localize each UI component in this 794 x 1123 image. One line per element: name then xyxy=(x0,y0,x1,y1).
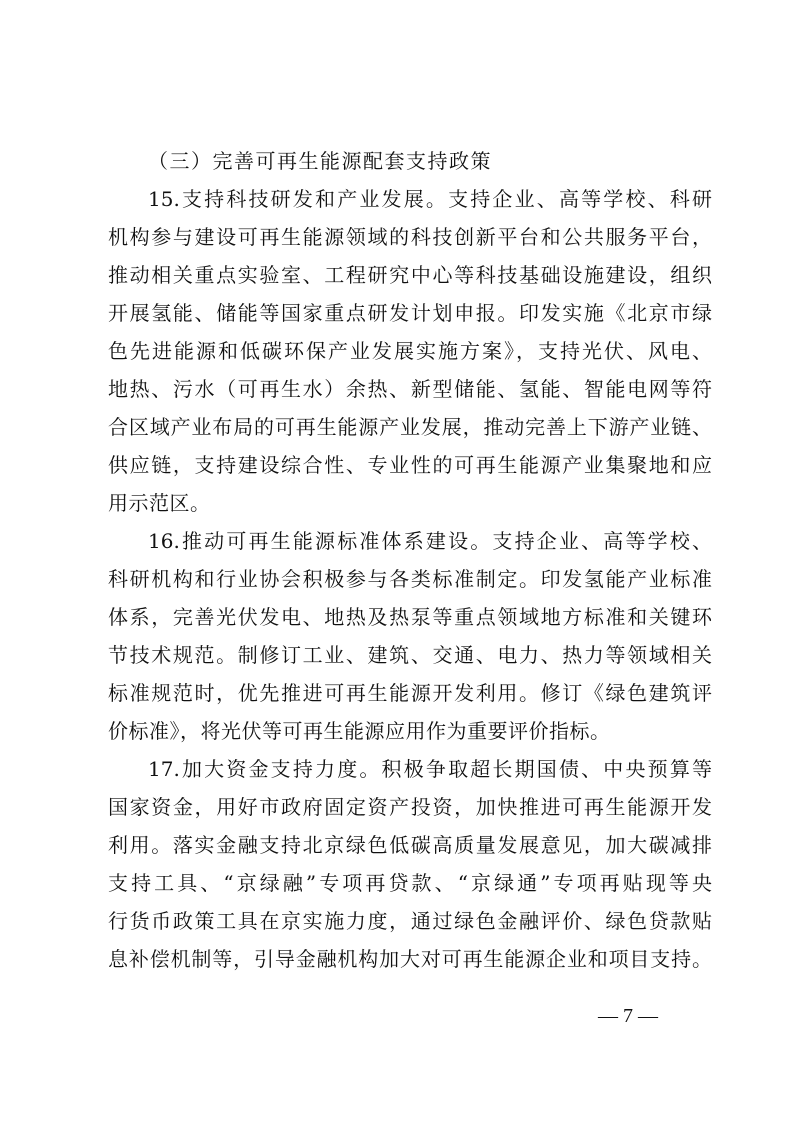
paragraph-line: 色先进能源和低碳环保产业发展实施方案》，支持光伏、风电、 xyxy=(108,339,712,363)
paragraph-line: 合区域产业布局的可再生能源产业发展，推动完善上下游产业链、 xyxy=(108,415,712,439)
paragraph-line: 开展氢能、储能等国家重点研发计划申报。印发实施《北京市绿 xyxy=(108,301,712,325)
paragraph-line: 推动相关重点实验室、工程研究中心等科技基础设施建设，组织 xyxy=(108,263,712,287)
paragraph-line: 标准规范时，优先推进可再生能源开发利用。修订《绿色建筑评 xyxy=(108,681,712,705)
paragraph-line: 节技术规范。制修订工业、建筑、交通、电力、热力等领域相关 xyxy=(108,643,712,667)
paragraph-15 xyxy=(108,180,712,522)
paragraph-line: 供应链，支持建设综合性、专业性的可再生能源产业集聚地和应 xyxy=(108,453,712,477)
paragraph-line: 支持工具、“京绿融”专项再贷款、“京绿通”专项再贴现等央 xyxy=(108,871,712,895)
paragraph-line: 机构参与建设可再生能源领域的科技创新平台和公共服务平台， xyxy=(108,225,712,249)
paragraph-line: 地热、污水（可再生水）余热、新型储能、氢能、智能电网等符 xyxy=(108,377,712,401)
paragraph-line: 利用。落实金融支持北京绿色低碳高质量发展意见，加大碳减排 xyxy=(108,833,712,857)
paragraph-17 xyxy=(108,750,712,978)
paragraph-line: 息补偿机制等，引导金融机构加大对可再生能源企业和项目支持。 xyxy=(108,947,712,971)
paragraph-line: 体系，完善光伏发电、地热及热泵等重点领域地方标准和关键环 xyxy=(108,605,712,629)
paragraph-line: 科研机构和行业协会积极参与各类标准制定。印发氢能产业标准 xyxy=(108,567,712,591)
page-number: — 7 — xyxy=(598,1005,658,1027)
paragraph-line: 国家资金，用好市政府固定资产投资，加快推进可再生能源开发 xyxy=(108,795,712,819)
paragraph-line: 16.推动可再生能源标准体系建设。支持企业、高等学校、 xyxy=(148,529,712,553)
paragraph-16 xyxy=(108,522,712,750)
paragraph-line: 价标准》，将光伏等可再生能源应用作为重要评价指标。 xyxy=(108,719,611,743)
paragraph-line: 行货币政策工具在京实施力度，通过绿色金融评价、绿色贷款贴 xyxy=(108,909,712,933)
paragraph-line: 17.加大资金支持力度。积极争取超长期国债、中央预算等 xyxy=(148,757,712,781)
paragraph-line: 15.支持科技研发和产业发展。支持企业、高等学校、科研 xyxy=(148,187,712,211)
document-page xyxy=(108,142,712,978)
paragraph-line: 用示范区。 xyxy=(108,491,211,515)
section-heading: （三）完善可再生能源配套支持政策 xyxy=(148,149,492,173)
